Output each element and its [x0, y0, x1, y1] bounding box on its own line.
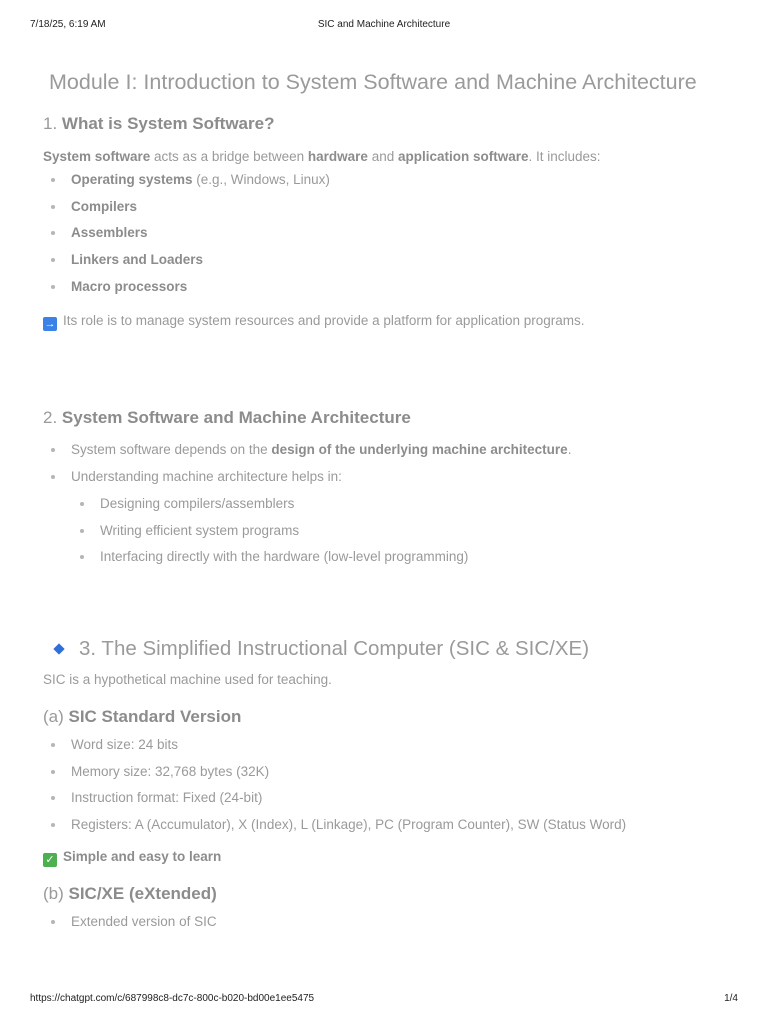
intro-text-3: . It includes:: [528, 149, 601, 164]
page-number: 1/4: [724, 993, 738, 1004]
sic-xe-title: SIC/XE (eXtended): [68, 883, 217, 903]
role-text: Its role is to manage system resources and provide a platform for application programs.: [63, 313, 585, 329]
architecture-sublist: [43, 494, 738, 574]
architecture-list: [43, 440, 738, 493]
intro-bold-2: hardware: [307, 149, 368, 164]
list-item: Registers: A (Accumulator), X (Index), L (Linkage), PC (Program Counter), SW (Status Word): [43, 815, 738, 842]
section-1-intro: [43, 147, 738, 167]
sic-note: [43, 847, 738, 867]
sic-xe-prefix: (b): [43, 883, 69, 903]
list-item: [43, 440, 738, 467]
list-item-text: Understanding machine architecture helps in:: [71, 469, 342, 485]
list-item-bold: Macro processors: [71, 278, 188, 294]
list-item: [43, 467, 738, 494]
intro-text-2: and: [367, 149, 398, 164]
intro-bold-3: application software: [397, 149, 529, 164]
list-item: [43, 250, 738, 277]
section-2-title: System Software and Machine Architecture: [61, 408, 411, 428]
system-software-list: [43, 170, 738, 303]
arrow-right-icon: →: [44, 318, 56, 331]
list-item-end: .: [567, 442, 572, 458]
role-statement: [43, 311, 738, 331]
sub-list-item: Writing efficient system programs: [43, 521, 738, 548]
sic-standard-prefix: (a): [43, 706, 69, 726]
print-footer: [30, 993, 738, 1007]
intro-text-1: acts as a bridge between: [150, 149, 308, 164]
list-item: Memory size: 32,768 bytes (32K): [43, 762, 738, 789]
check-mark-icon: ✓: [43, 853, 57, 867]
list-item: Word size: 24 bits: [43, 735, 738, 762]
sic-xe-heading: [43, 881, 738, 907]
page-title: Module I: Introduction to System Software and Machine Architecture: [49, 70, 697, 94]
list-item-bold: Compilers: [71, 198, 138, 214]
sic-xe-list: [43, 912, 738, 939]
sic-standard-list: [43, 735, 738, 842]
intro-bold-1: System software: [43, 149, 151, 164]
list-item-bold: Linkers and Loaders: [71, 252, 204, 268]
sic-note-text: Simple and easy to learn: [63, 848, 222, 864]
section-2-number: 2.: [43, 408, 62, 428]
list-item-text: System software depends on the: [71, 442, 272, 458]
list-item-bold: Operating systems: [71, 172, 193, 187]
list-item: Extended version of SIC: [43, 912, 738, 939]
sic-standard-title: SIC Standard Version: [68, 706, 242, 726]
list-item: [43, 277, 738, 304]
section-3-heading: [43, 634, 738, 664]
sub-list-item: Designing compilers/assemblers: [43, 494, 738, 521]
sub-list-item: Interfacing directly with the hardware (low-level programming): [43, 547, 738, 574]
sic-standard-heading: [43, 704, 738, 730]
print-date: 7/18/25, 6:19 AM: [30, 19, 106, 30]
list-item: [43, 223, 738, 250]
section-2-heading: [43, 405, 738, 431]
section-3-title: 3. The Simplified Instructional Computer (SIC & SIC/XE): [79, 636, 590, 660]
print-header: [30, 19, 738, 33]
list-item: Instruction format: Fixed (24-bit): [43, 788, 738, 815]
section-3-intro: SIC is a hypothetical machine used for teaching.: [43, 671, 332, 687]
section-1-number: 1.: [43, 114, 62, 133]
list-item-bold: design of the underlying machine architecture: [271, 442, 568, 458]
document-content: [43, 66, 738, 938]
print-title: SIC and Machine Architecture: [317, 19, 451, 30]
blue-diamond-icon: [53, 643, 64, 654]
list-item: [43, 170, 738, 197]
list-item: [43, 197, 738, 224]
list-item-text: (e.g., Windows, Linux): [192, 172, 330, 187]
section-1-heading: [43, 111, 738, 137]
page-url: https://chatgpt.com/c/687998c8-dc7c-800c-b020-bd00e1ee5475: [30, 993, 315, 1004]
section-1-title: What is System Software?: [61, 114, 275, 133]
list-item-bold: Assemblers: [71, 225, 148, 241]
